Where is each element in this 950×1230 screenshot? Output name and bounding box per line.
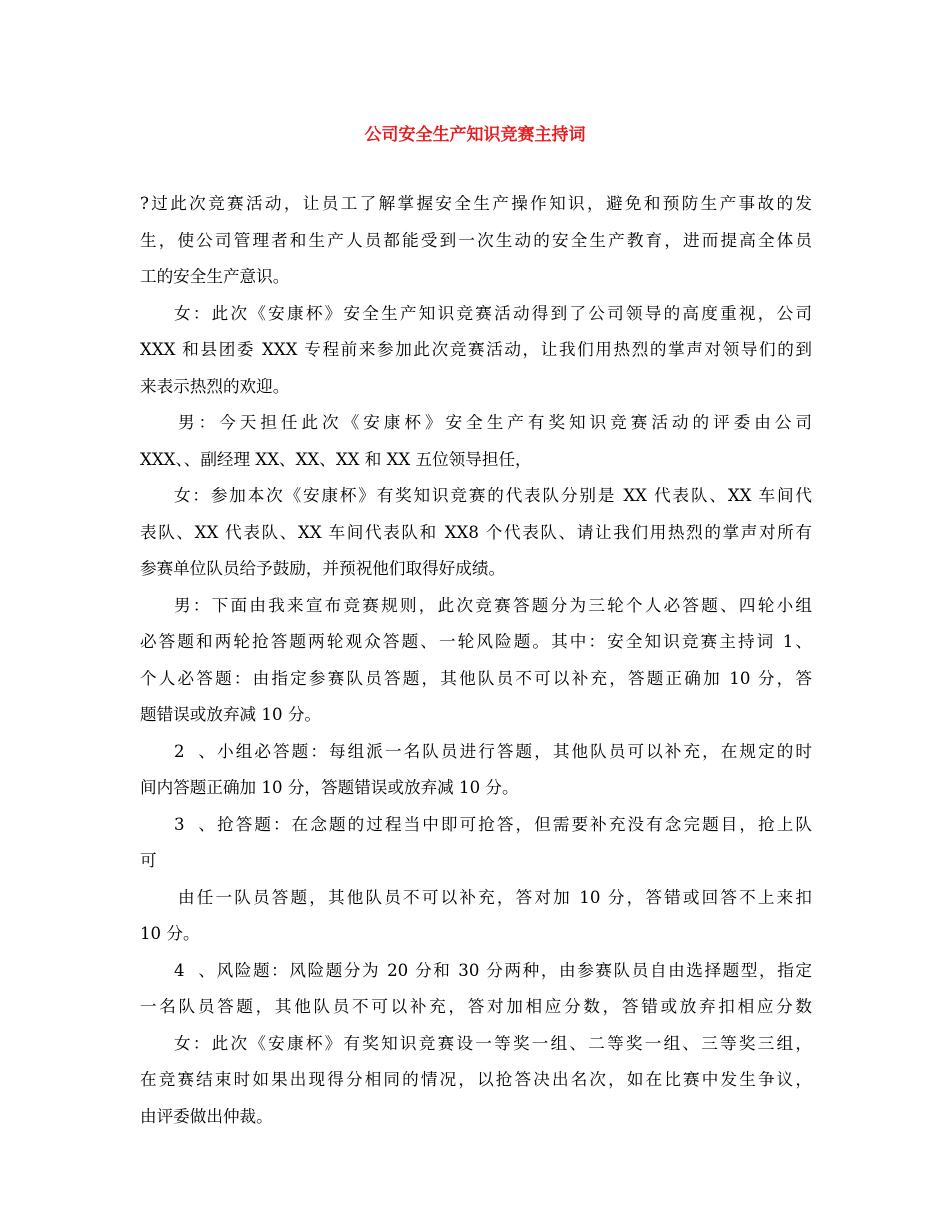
rule-line	[140, 953, 812, 990]
text-line: 个人必答题：由指定参赛队员答题，其他队员不可以补充，答题正确加 10 分，答	[140, 668, 812, 688]
rule-number: 4、	[174, 960, 215, 980]
rule-text: 小组必答题：每组派一名队员进行答题，其他队员可以补充，在规定的时	[215, 741, 812, 761]
text-line: 题错误或放弃减 10 分。	[140, 705, 322, 724]
text-line: 一名队员答题，其他队员不可以补充，答对加相应分数，答错或放弃扣相应分数	[140, 997, 812, 1016]
text-line: XXX 和县团委 XXX 专程前来参加此次竞赛活动，让我们用热烈的掌声对领导们的到	[140, 340, 812, 359]
text-line: 在竞赛结束时如果出现得分相同的情况，以抢答决出名次，如在比赛中发生争议，	[140, 1070, 812, 1089]
text-line: 间内答题正确加 10 分，答题错误或放弃减 10 分。	[140, 778, 519, 797]
text-line: 女：此次《安康杯》安全生产知识竞赛活动得到了公司领导的高度重视，公司	[174, 303, 812, 323]
document-body	[140, 186, 812, 1135]
text-line: 生，使公司管理者和生产人员都能受到一次生动的安全生产教育，进而提高全体员	[140, 230, 812, 250]
text-line: 女：参加本次《安康杯》有奖知识竞赛的代表队分别是 XX 代表队、XX 车间代	[174, 486, 812, 505]
text-line: ?过此次竞赛活动，让员工了解掌握安全生产操作知识，避免和预防生产事故的发	[140, 194, 812, 213]
text-line: 女：此次《安康杯》有奖知识竞赛设一等奖一组、二等奖一组、三等奖三组，	[174, 1033, 812, 1053]
text-line: 由任一队员答题，其他队员不可以补充，答对加 10 分，答错或回答不上来扣	[178, 887, 812, 907]
rule-text: 抢答题：在念题的过程当中即可抢答，但需要补充没有念完题目，抢上队	[215, 814, 812, 834]
text-line: 来表示热烈的欢迎。	[140, 376, 290, 396]
text-line: 参赛单位队员给予鼓励，并预祝他们取得好成绩。	[140, 559, 506, 578]
text-line: 表队、XX 代表队、XX 车间代表队和 XX8 个代表队、请让我们用热烈的掌声对所有	[140, 522, 812, 542]
text-line: 男：今天担任此次《安康杯》安全生产有奖知识竞赛活动的评委由公司	[178, 413, 812, 432]
rule-line	[140, 734, 812, 771]
rule-number: 2、	[174, 741, 215, 761]
text-line: 必答题和两轮抢答题两轮观众答题、一轮风险题。其中：安全知识竞赛主持词 1、	[140, 632, 812, 651]
text-line: 男：下面由我来宣布竞赛规则，此次竞赛答题分为三轮个人必答题、四轮小组	[174, 595, 812, 615]
text-line: XXX、、副经理 XX、XX、XX 和 XX 五位领导担任，	[140, 449, 532, 469]
rule-line	[140, 807, 812, 844]
document-title: 公司安全生产知识竞赛主持词	[364, 125, 586, 145]
text-line: 由评委做出仲裁。	[140, 1106, 273, 1126]
text-line: 工的安全生产意识。	[140, 267, 290, 286]
text-line: 可	[140, 851, 157, 870]
rule-text: 风险题：风险题分为 20 分和 30 分两种，由参赛队员自由选择题型，指定	[215, 960, 812, 980]
text-line: 10 分。	[140, 924, 200, 943]
rule-number: 3、	[174, 814, 215, 834]
